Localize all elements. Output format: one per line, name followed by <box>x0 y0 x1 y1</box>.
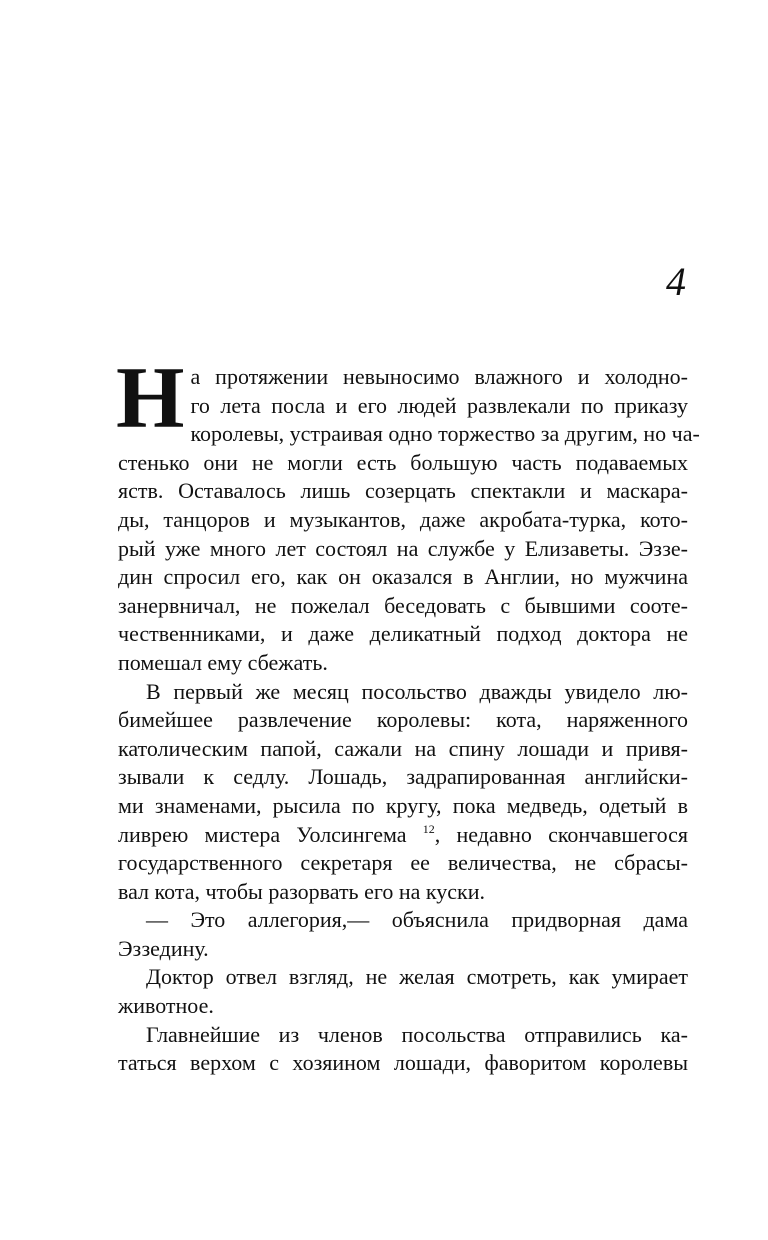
text-line: Главнейшие из членов посольства отправились ка- <box>146 1021 688 1047</box>
text-line: Эззедину. <box>118 935 209 961</box>
footnote-marker: 12 <box>422 821 435 836</box>
text-line: государственного секретаря ее величества, не сбрасы- <box>118 850 688 876</box>
text-line: занервничал, не пожелал беседовать с бывшими сооте- <box>118 592 688 618</box>
text-line: стенько они не могли есть большую часть подаваемых <box>118 449 688 475</box>
text-line: бимейшее развлечение королевы: кота, наряженного <box>118 707 688 733</box>
text-line: дин спросил его, как он оказался в Англии, но мужчина <box>118 564 688 590</box>
text-line: животное. <box>118 993 214 1019</box>
text-line: вал кота, чтобы разорвать его на куски. <box>118 878 485 904</box>
body-text <box>116 350 700 1078</box>
text-line: чественниками, и даже деликатный подход доктора не <box>118 621 688 647</box>
paragraph-3 <box>118 906 688 963</box>
text-line: го лета посла и его людей развлекали по приказу <box>190 392 688 418</box>
text-line: католическим папой, сажали на спину лошади и привя- <box>118 735 688 761</box>
text-line: Доктор отвел взгляд, не желая смотреть, как умирает <box>146 964 688 990</box>
text-fragment: ливрею мистера Уолсингема <box>118 821 407 847</box>
text-line: В первый же месяц посольство дважды увидело лю- <box>146 678 688 704</box>
text-line: рый уже много лет состоял на службе у Елизаветы. Эззе- <box>118 535 688 561</box>
text-line: таться верхом с хозяином лошади, фаворитом королевы <box>118 1050 688 1076</box>
text-line: ды, танцоров и музыкантов, даже акробата-турка, кото- <box>118 506 688 532</box>
text-line: а протяжении невыносимо влажного и холодно- <box>190 364 688 389</box>
text-line: ми знаменами, рысила по кругу, пока медведь, одетый в <box>118 792 688 818</box>
paragraph-4 <box>118 963 688 1020</box>
text-line: помешал ему сбежать. <box>118 649 328 675</box>
paragraph-5 <box>118 1021 688 1078</box>
paragraph-2 <box>118 678 688 907</box>
text-line: королевы, устраивая одно торжество за другим, но ча- <box>190 421 700 447</box>
chapter-number: 4 <box>666 259 686 304</box>
text-line: — Это аллегория,— объяснила придворная дама <box>146 907 688 933</box>
drop-cap: Н <box>116 350 185 447</box>
text-line-with-footnote <box>118 821 688 850</box>
text-fragment: , недавно скончавшегося <box>434 821 689 847</box>
text-line: зывали к седлу. Лошадь, задрапированная английски- <box>118 764 688 790</box>
text-line: яств. Оставалось лишь созерцать спектакли и маскара- <box>118 478 688 504</box>
paragraph-1 <box>116 350 700 678</box>
